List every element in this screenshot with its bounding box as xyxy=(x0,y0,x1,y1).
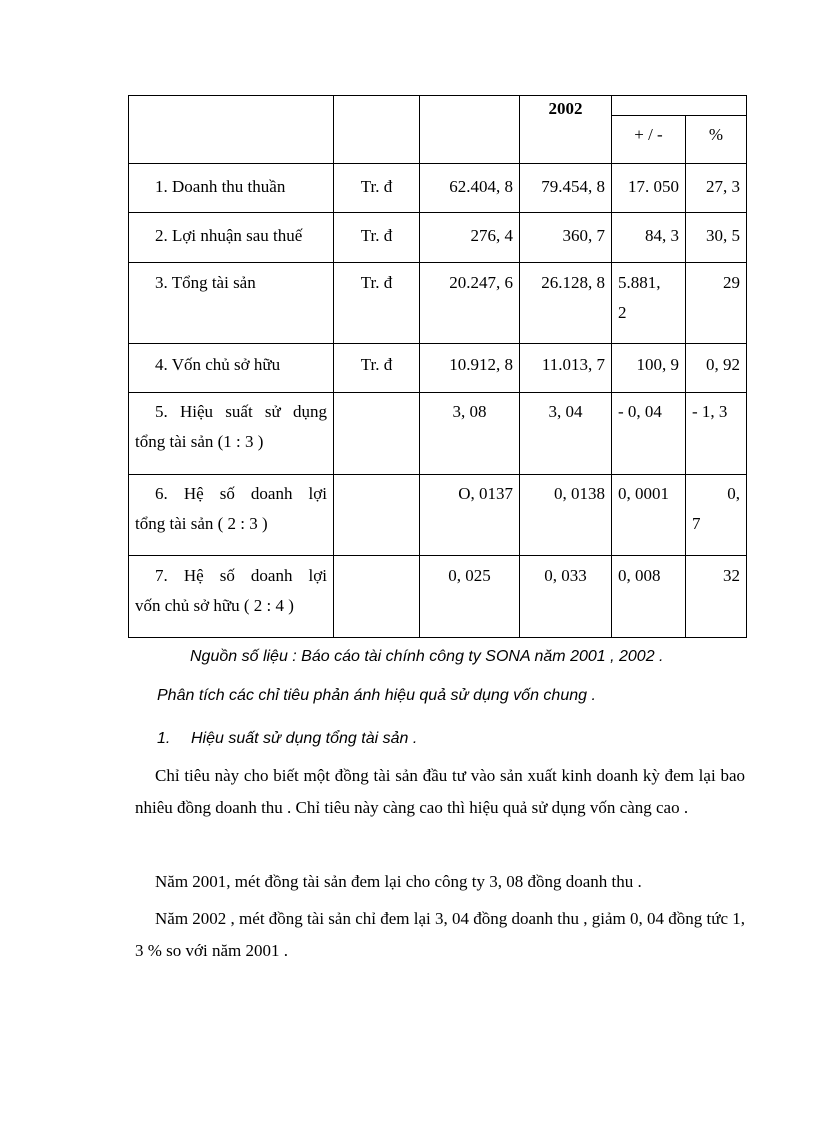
row-pct: - 1, 3 xyxy=(686,393,747,475)
row-label: 5. Hiệu suất sử dụng tổng tài sản (1 : 3 ) xyxy=(129,393,334,475)
row-label: 2. Lợi nhuận sau thuế xyxy=(129,213,334,263)
row-diff: 84, 3 xyxy=(612,213,686,263)
row-pct: 29 xyxy=(686,263,747,344)
table-row xyxy=(129,556,747,638)
row-unit xyxy=(334,393,420,475)
row-diff: 17. 050 xyxy=(612,164,686,213)
row-pct: 32 xyxy=(686,556,747,638)
row-value-2002: 3, 04 xyxy=(520,393,612,475)
row-value-2002: 0, 033 xyxy=(520,556,612,638)
section-title: Phân tích các chỉ tiêu phản ánh hiệu quả sử dụng vốn chung . xyxy=(157,687,596,704)
row-value-2001: 3, 08 xyxy=(420,393,520,475)
row-value-2002: 0, 0138 xyxy=(520,475,612,556)
row-unit: Tr. đ xyxy=(334,164,420,213)
row-label: 1. Doanh thu thuần xyxy=(129,164,334,213)
row-diff: 100, 9 xyxy=(612,344,686,393)
row-diff: - 0, 04 xyxy=(612,393,686,475)
table-row xyxy=(129,213,747,263)
row-unit: Tr. đ xyxy=(334,213,420,263)
table-header-row xyxy=(129,96,747,116)
table-row xyxy=(129,164,747,213)
row-value-2001: 62.404, 8 xyxy=(420,164,520,213)
header-cell-2002: 2002 xyxy=(520,96,612,164)
row-diff: 5.881, 2 xyxy=(612,263,686,344)
row-label: 7. Hệ số doanh lợi vốn chủ sở hữu ( 2 : 4 ) xyxy=(129,556,334,638)
table-row xyxy=(129,344,747,393)
subsection-heading xyxy=(157,726,747,751)
row-diff: 0, 008 xyxy=(612,556,686,638)
header-cell-indicator xyxy=(129,96,334,164)
row-value-2002: 26.128, 8 xyxy=(520,263,612,344)
row-value-2001: 10.912, 8 xyxy=(420,344,520,393)
paragraph: Năm 2001, mét đồng tài sản đem lại cho công ty 3, 08 đồng doanh thu . xyxy=(155,872,642,891)
row-label: 3. Tổng tài sản xyxy=(129,263,334,344)
row-pct: 0, 92 xyxy=(686,344,747,393)
row-value-2002: 11.013, 7 xyxy=(520,344,612,393)
row-value-2001: 276, 4 xyxy=(420,213,520,263)
row-value-2002: 360, 7 xyxy=(520,213,612,263)
row-unit: Tr. đ xyxy=(334,344,420,393)
source-note: Nguồn số liệu : Báo cáo tài chính công ty SONA năm 2001 , 2002 . xyxy=(190,648,664,665)
header-cell-diff-abs: + / - xyxy=(612,116,686,164)
row-unit xyxy=(334,475,420,556)
row-value-2001: 20.247, 6 xyxy=(420,263,520,344)
header-cell-2001 xyxy=(420,96,520,164)
header-cell-unit xyxy=(334,96,420,164)
row-pct: 27, 3 xyxy=(686,164,747,213)
header-cell-change xyxy=(612,96,747,116)
row-label: 6. Hệ số doanh lợi tổng tài sản ( 2 : 3 ) xyxy=(129,475,334,556)
table-row xyxy=(129,263,747,344)
paragraph: Năm 2002 , mét đồng tài sản chỉ đem lại 3, 04 đồng doanh thu , giảm 0, 04 đồng tức 1, 3 % so với năm 2001 . xyxy=(135,909,745,960)
row-value-2001: O, 0137 xyxy=(420,475,520,556)
header-cell-diff-pct: % xyxy=(686,116,747,164)
table-row xyxy=(129,393,747,475)
subsection-title: Hiệu suất sử dụng tổng tài sản . xyxy=(191,730,418,747)
table-row xyxy=(129,475,747,556)
subsection-number: 1. xyxy=(157,730,171,747)
financial-indicators-table xyxy=(128,95,747,638)
row-value-2001: 0, 025 xyxy=(420,556,520,638)
row-unit: Tr. đ xyxy=(334,263,420,344)
row-pct: 30, 5 xyxy=(686,213,747,263)
row-unit xyxy=(334,556,420,638)
row-label: 4. Vốn chủ sở hữu xyxy=(129,344,334,393)
row-pct: 0, 7 xyxy=(686,475,747,556)
row-diff: 0, 0001 xyxy=(612,475,686,556)
row-value-2002: 79.454, 8 xyxy=(520,164,612,213)
paragraph: Chỉ tiêu này cho biết một đồng tài sản đầu tư vào sản xuất kinh doanh kỳ đem lại bao nhiêu đồng doanh thu . Chỉ tiêu này càng cao thì hiệu quả sử dụng vốn càng cao . xyxy=(135,766,745,817)
